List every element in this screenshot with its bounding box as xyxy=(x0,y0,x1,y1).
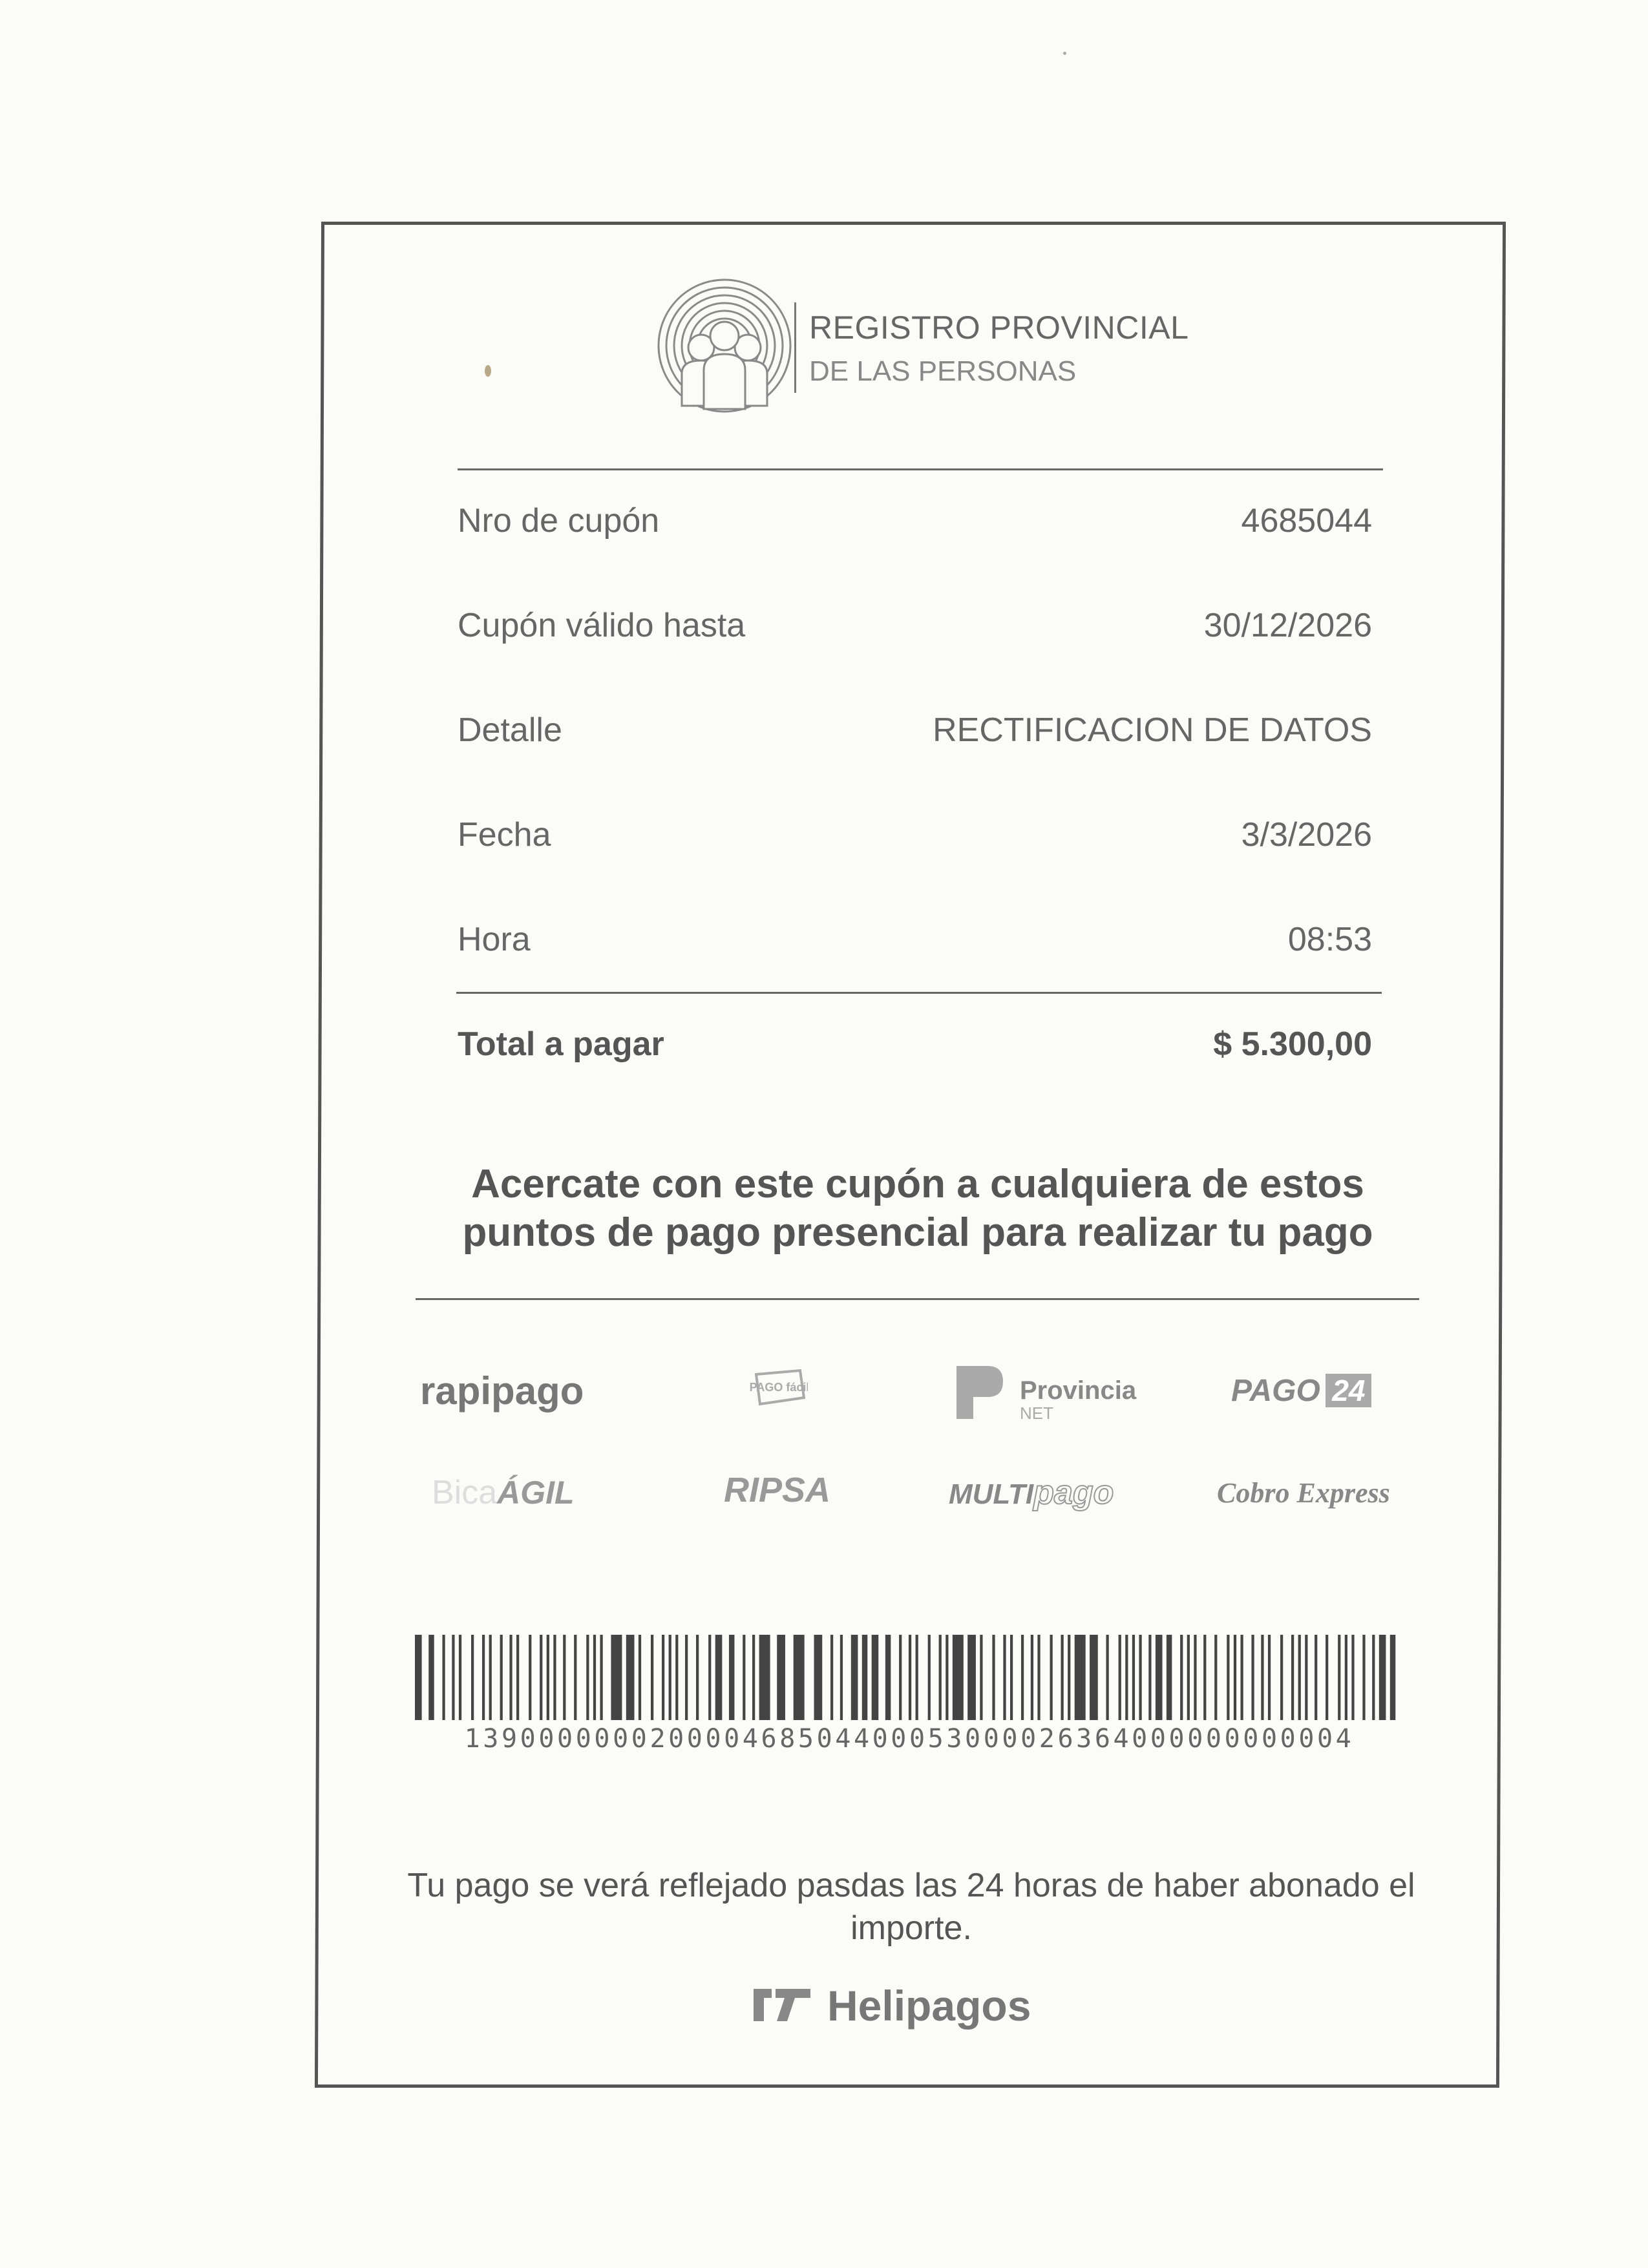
barcode-bar xyxy=(715,1635,723,1720)
barcode-bar xyxy=(1240,1635,1243,1720)
barcode-bar xyxy=(1132,1635,1135,1720)
barcode-bar xyxy=(685,1635,688,1720)
barcode-bar xyxy=(593,1635,596,1720)
barcode-bar xyxy=(872,1635,879,1720)
pago-facil-logo xyxy=(750,1367,808,1415)
detail-value: RECTIFICACION DE DATOS xyxy=(933,711,1372,749)
barcode-bar xyxy=(651,1635,653,1720)
pago-facil-icon xyxy=(750,1367,808,1412)
time-label: Hora xyxy=(458,921,531,958)
total-value: $ 5.300,00 xyxy=(1213,1025,1372,1063)
provincia-net-text: NET xyxy=(1020,1403,1053,1423)
barcode-bar xyxy=(840,1635,843,1720)
divider xyxy=(416,1298,1419,1300)
pago-facil-text: PAGO fácil xyxy=(750,1381,808,1394)
barcode-bar xyxy=(1090,1635,1098,1720)
barcode-bar xyxy=(743,1635,745,1720)
barcode-bar xyxy=(939,1635,942,1720)
payment-reflection-note xyxy=(349,1864,1474,1949)
barcode-bar xyxy=(1291,1635,1294,1720)
barcode-bar xyxy=(945,1635,948,1720)
instructions-line-2: puntos de pago presencial para realizar tu pago xyxy=(462,1210,1373,1255)
barcode-bar xyxy=(1379,1635,1386,1720)
barcode-bar xyxy=(708,1635,711,1720)
scan-speck xyxy=(1063,52,1066,55)
barcode-bar xyxy=(1125,1635,1128,1720)
note-line-1: Tu pago se verá reflejado pasdas las 24 horas de haber abonado el xyxy=(407,1867,1415,1904)
barcode-bar xyxy=(1251,1635,1254,1720)
pago24-logo xyxy=(1231,1373,1371,1409)
barcode-bar xyxy=(1268,1635,1271,1720)
total-label: Total a pagar xyxy=(458,1025,664,1063)
barcode-bar xyxy=(916,1635,918,1720)
barcode-bar xyxy=(553,1635,556,1720)
barcode-bar xyxy=(928,1635,931,1720)
barcode-bar xyxy=(586,1635,589,1720)
barcode-bar xyxy=(967,1635,976,1720)
barcode-bar xyxy=(1021,1635,1024,1720)
valid-until-label: Cupón válido hasta xyxy=(458,607,746,644)
barcode-bar xyxy=(1187,1635,1190,1720)
barcode-bar xyxy=(1194,1635,1196,1720)
barcode-bar xyxy=(529,1635,531,1720)
barcode-bar xyxy=(1390,1635,1395,1720)
barcode-bar xyxy=(540,1635,542,1720)
barcode-bar xyxy=(851,1635,858,1720)
barcode-bar xyxy=(1148,1635,1151,1720)
barcode-bar xyxy=(1050,1635,1053,1720)
barcode-bar xyxy=(516,1635,519,1720)
barcode-bar xyxy=(639,1635,641,1720)
barcode-bar xyxy=(626,1635,635,1720)
pago24-number: 24 xyxy=(1326,1374,1371,1407)
barcode xyxy=(415,1635,1404,1720)
barcode-number: 139000000020000468504400053000026364000000000004 xyxy=(464,1724,1355,1754)
barcode-bar xyxy=(1280,1635,1283,1720)
barcode-bar xyxy=(1031,1635,1033,1720)
barcode-bar xyxy=(1068,1635,1070,1720)
barcode-bar xyxy=(489,1635,492,1720)
ripsa-logo: RIPSA xyxy=(724,1471,831,1509)
barcode-bar xyxy=(1326,1635,1328,1720)
barcode-bar xyxy=(862,1635,867,1720)
barcode-bar xyxy=(909,1635,911,1720)
barcode-bar xyxy=(729,1635,734,1720)
barcode-bar xyxy=(814,1635,823,1720)
barcode-bar xyxy=(1362,1635,1365,1720)
barcode-bar xyxy=(662,1635,664,1720)
barcode-bar xyxy=(1345,1635,1347,1720)
barcode-bar xyxy=(669,1635,671,1720)
barcode-bar xyxy=(547,1635,549,1720)
barcode-bar xyxy=(992,1635,995,1720)
barcode-bar xyxy=(452,1635,454,1720)
barcode-bar xyxy=(777,1635,785,1720)
barcode-bar xyxy=(428,1635,434,1720)
date-value: 3/3/2026 xyxy=(1241,816,1372,854)
instructions-line-1: Acercate con este cupón a cualquiera de estos xyxy=(471,1162,1364,1206)
barcode-bar xyxy=(442,1635,445,1720)
barcode-bar xyxy=(759,1635,770,1720)
pago-text: pago xyxy=(1033,1474,1114,1511)
barcode-bar xyxy=(1305,1635,1307,1720)
barcode-bar xyxy=(794,1635,805,1720)
brand-title: REGISTRO PROVINCIAL xyxy=(809,310,1189,346)
barcode-bar xyxy=(1156,1635,1163,1720)
cobro-express-logo: Cobro Express xyxy=(1217,1477,1390,1509)
helipagos-icon xyxy=(750,1984,814,2025)
multi-text: MULTI xyxy=(949,1478,1034,1510)
bica-text: Bica xyxy=(432,1474,498,1511)
barcode-bar xyxy=(1298,1635,1301,1720)
valid-until-value: 30/12/2026 xyxy=(1203,607,1372,644)
barcode-bar xyxy=(415,1635,422,1720)
barcode-bar xyxy=(1167,1635,1172,1720)
barcode-bar xyxy=(1037,1635,1040,1720)
barcode-bar xyxy=(500,1635,503,1720)
bica-agil-logo xyxy=(432,1473,575,1512)
barcode-bar xyxy=(563,1635,565,1720)
logo-separator xyxy=(794,302,796,393)
barcode-bar xyxy=(574,1635,576,1720)
barcode-bar xyxy=(611,1635,622,1720)
time-value: 08:53 xyxy=(1287,921,1372,958)
divider xyxy=(458,468,1383,470)
multipago-logo xyxy=(949,1473,1114,1512)
barcode-bar xyxy=(600,1635,602,1720)
barcode-bar xyxy=(980,1635,982,1720)
note-line-2: importe. xyxy=(850,1909,972,1947)
payment-instructions xyxy=(362,1160,1474,1257)
agil-text: ÁGIL xyxy=(497,1475,575,1511)
barcode-bar xyxy=(1106,1635,1109,1720)
barcode-bar xyxy=(752,1635,755,1720)
barcode-bar xyxy=(1234,1635,1236,1720)
scan-speck xyxy=(485,365,491,377)
barcode-bar xyxy=(459,1635,461,1720)
barcode-bar xyxy=(1075,1635,1086,1720)
barcode-bar xyxy=(1214,1635,1217,1720)
fingerprint-seal-icon xyxy=(656,277,793,415)
barcode-bar xyxy=(1261,1635,1263,1720)
provincia-icon xyxy=(954,1363,1006,1422)
helipagos-name: Helipagos xyxy=(827,1982,1031,2030)
barcode-bar xyxy=(696,1635,699,1720)
rapipago-logo: rapipago xyxy=(420,1369,584,1412)
barcode-bar xyxy=(830,1635,833,1720)
barcode-bar xyxy=(1372,1635,1375,1720)
date-label: Fecha xyxy=(458,816,551,854)
barcode-bar xyxy=(471,1635,474,1720)
coupon-number-label: Nro de cupón xyxy=(458,502,660,540)
barcode-bar xyxy=(1203,1635,1206,1720)
coupon-number-value: 4685044 xyxy=(1241,502,1372,540)
barcode-bar xyxy=(953,1635,964,1720)
barcode-bar xyxy=(482,1635,485,1720)
detail-label: Detalle xyxy=(458,711,562,749)
barcode-bar xyxy=(1315,1635,1317,1720)
barcode-bar xyxy=(1010,1635,1013,1720)
barcode-bar xyxy=(885,1635,891,1720)
pago24-text: PAGO xyxy=(1231,1374,1320,1408)
barcode-bar xyxy=(1061,1635,1063,1720)
barcode-bar xyxy=(1139,1635,1141,1720)
barcode-bar xyxy=(1351,1635,1354,1720)
barcode-bar xyxy=(1338,1635,1340,1720)
brand-subtitle: DE LAS PERSONAS xyxy=(809,355,1077,387)
divider xyxy=(456,992,1382,994)
provincia-text: Provincia xyxy=(1020,1376,1137,1405)
barcode-bar xyxy=(1119,1635,1121,1720)
barcode-bar xyxy=(1003,1635,1006,1720)
barcode-bar xyxy=(675,1635,678,1720)
barcode-bar xyxy=(1227,1635,1229,1720)
barcode-bar xyxy=(899,1635,902,1720)
barcode-bar xyxy=(509,1635,512,1720)
barcode-bar xyxy=(1180,1635,1183,1720)
